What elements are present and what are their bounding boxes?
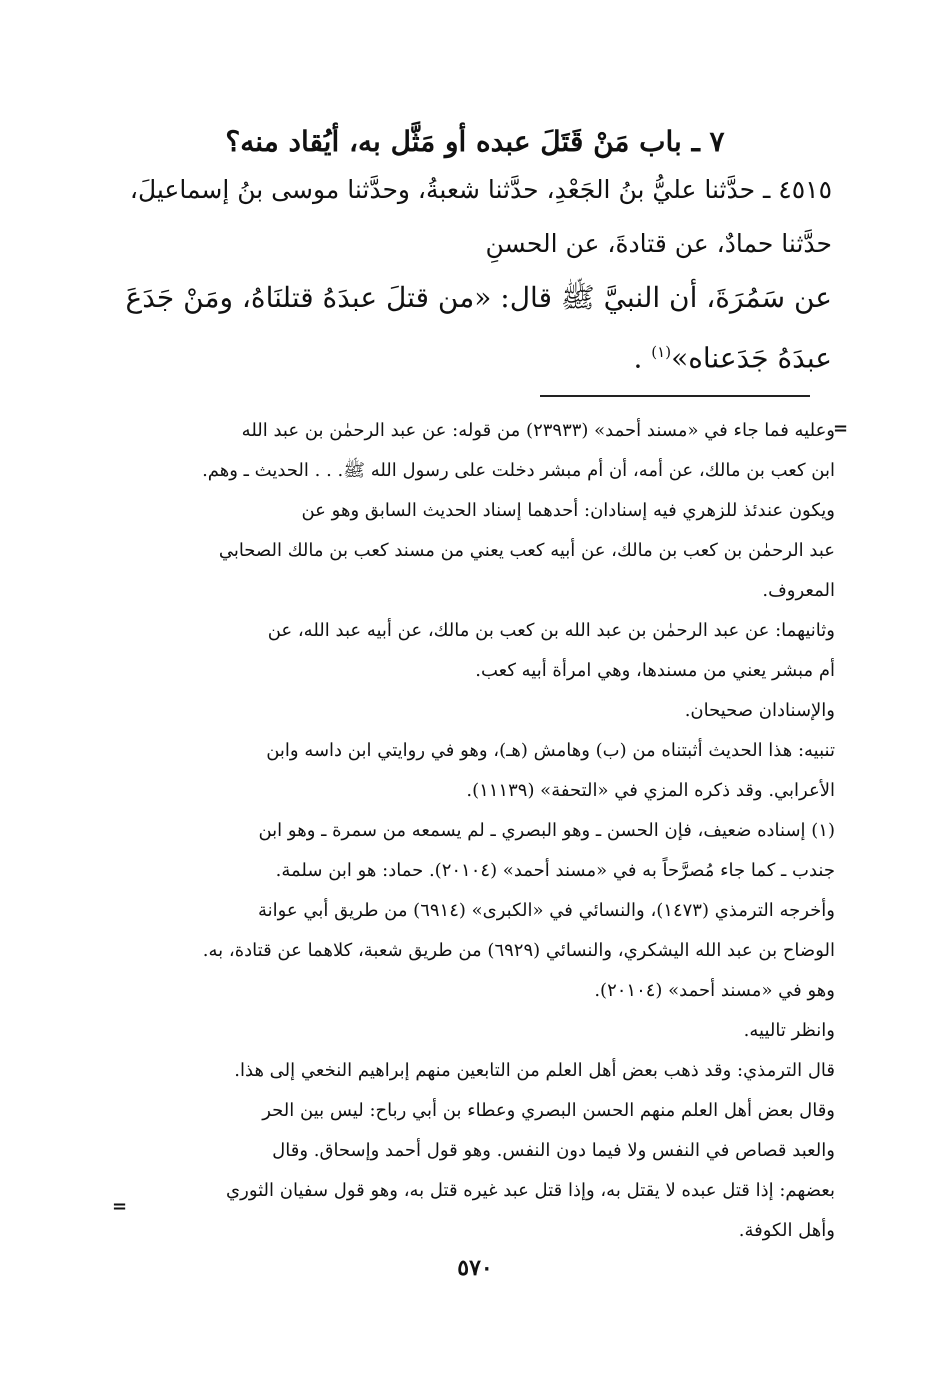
hadith-matn-line-2 bbox=[112, 325, 832, 379]
footnote-line: وهو في «مسند أحمد» (٢٠١٠٤). bbox=[594, 980, 835, 1001]
footnote-line: المعروف. bbox=[762, 580, 835, 601]
footnote-line: وانظر تالييه. bbox=[743, 1020, 835, 1041]
footnote-line: وقال بعض أهل العلم منهم الحسن البصري وعطاء بن أبي رباح: ليس بين الحر bbox=[262, 1100, 835, 1121]
footnote-line: قال الترمذي: وقد ذهب بعض أهل العلم من التابعين منهم إبراهيم النخعي إلى هذا. bbox=[234, 1060, 835, 1081]
footnote-line: والإسنادان صحيحان. bbox=[684, 700, 835, 721]
footnote-reference: (١) bbox=[651, 343, 672, 361]
footnote-line: ويكون عندئذ للزهري فيه إسنادان: أحدهما إسناد الحديث السابق وهو عن bbox=[301, 500, 835, 521]
footnote-line: بعضهم: إذا قتل عبده لا يقتل به، وإذا قتل عبد غيره قتل به، وهو قول سفيان الثوري bbox=[226, 1180, 835, 1201]
footnotes bbox=[115, 411, 835, 1251]
footnote-line: والعبد قصاص في النفس ولا فيما دون النفس. وهو قول أحمد وإسحاق. وقال bbox=[272, 1140, 835, 1161]
hadith-matn-line-1: عن سَمُرَةَ، أن النبيَّ ﷺ قال: «من قتلَ عبدَهُ قتلنَاهُ، ومَنْ جَدَعَ bbox=[125, 281, 832, 314]
hadith-matn-text: عبدَهُ جَدَعناه» bbox=[671, 341, 832, 375]
footnote-line: (١) إسناده ضعيف، فإن الحسن ـ وهو البصري ـ لم يسمعه من سمرة ـ وهو ابن bbox=[258, 820, 835, 841]
footnote-line: الأعرابي. وقد ذكره المزي في «التحفة» (١١١٣٩). bbox=[466, 780, 835, 801]
footnote-line: ابن كعب بن مالك، عن أمه، أن أم مبشر دخلت على رسول الله ﷺ. . . الحديث ـ وهم. bbox=[202, 460, 835, 481]
hadith-end-mark: . bbox=[633, 341, 652, 375]
hadith-isnad-line-1: ٤٥١٥ ـ حدَّثنا عليُّ بنُ الجَعْدِ، حدَّثنا شعبةُ، وحدَّثنا موسى بنُ إسماعيلَ، bbox=[129, 175, 832, 204]
continuation-mark-top: = bbox=[833, 418, 849, 439]
hadith-text bbox=[112, 163, 832, 379]
footnote-line: وأخرجه الترمذي (١٤٧٣)، والنسائي في «الكبرى» (٦٩١٤) من طريق أبي عوانة bbox=[257, 900, 835, 921]
footnote-line: أم مبشر يعني من مسندها، وهي امرأة أبيه كعب. bbox=[475, 660, 835, 681]
footnote-line: عبد الرحمٰن بن كعب بن مالك، عن أبيه كعب يعني من مسند كعب بن مالك الصحابي bbox=[218, 540, 835, 561]
hadith-isnad-line-2: حدَّثنا حمادٌ، عن قتادةَ، عن الحسنِ bbox=[485, 229, 832, 258]
footnote-separator bbox=[540, 395, 810, 397]
footnote-line: وعليه فما جاء في «مسند أحمد» (٢٣٩٣٣) من قوله: عن عبد الرحمٰن بن عبد الله bbox=[241, 420, 835, 441]
chapter-title: ٧ ـ باب مَنْ قَتَلَ عبده أو مَثَّل به، أيُقاد منه؟ bbox=[225, 125, 725, 158]
footnote-line: الوضاح بن عبد الله اليشكري، والنسائي (٦٩٢٩) من طريق شعبة، كلاهما عن قتادة، به. bbox=[202, 940, 835, 961]
footnote-line: تنبيه: هذا الحديث أثبتناه من (ب) وهامش (هـ)، وهو في روايتي ابن داسه وابن bbox=[266, 740, 835, 761]
page-number: ٥٧٠ bbox=[457, 1255, 493, 1281]
footnote-line: جندب ـ كما جاء مُصرَّحاً به في «مسند أحمد» (٢٠١٠٤). حماد: هو ابن سلمة. bbox=[275, 860, 835, 881]
continuation-mark-bottom: = bbox=[112, 1196, 128, 1217]
footnote-line: وثانيهما: عن عبد الرحمٰن بن عبد الله بن كعب بن مالك، عن أبيه عبد الله، عن bbox=[267, 620, 835, 641]
footnote-line: وأهل الكوفة. bbox=[738, 1220, 835, 1241]
